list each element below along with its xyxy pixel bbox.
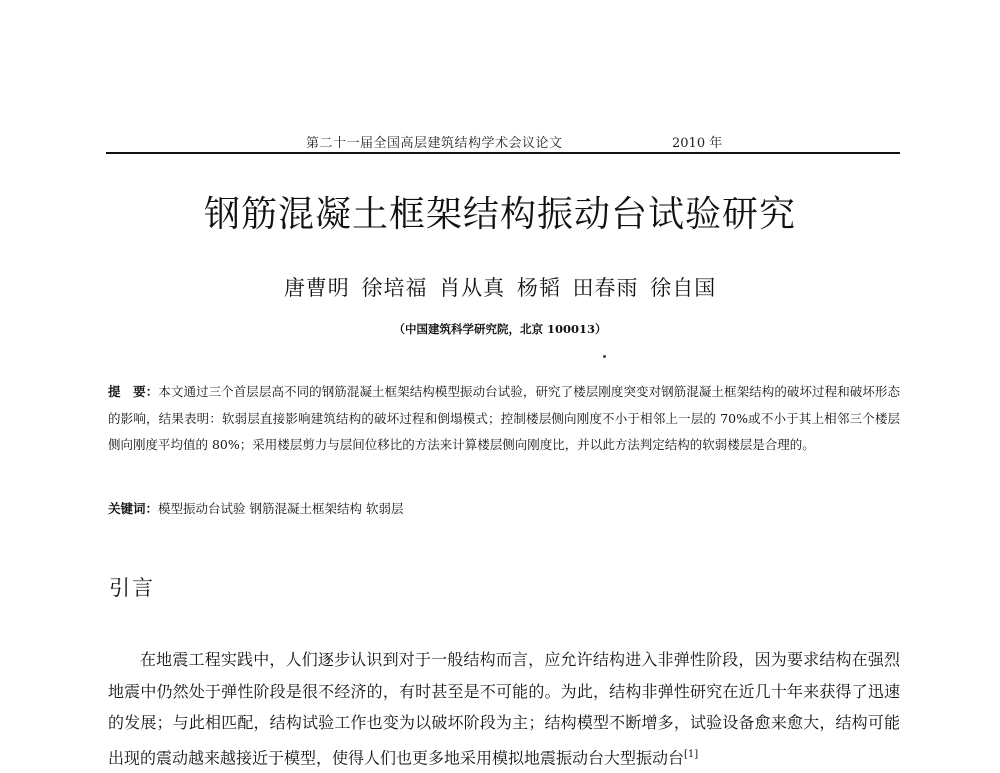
intro-paragraph-text: 在地震工程实践中，人们逐步认识到对于一般结构而言，应允许结构进入非弹性阶段，因为要求结构在强烈地震中仍然处于弹性阶段是很不经济的，有时甚至是不可能的。为此，结构非弹性研究在近几十年来获得了迅速的发展；与此相匹配，结构试验工作也变为以破坏阶段为主；结构模型不断增多，试验设备愈来愈大，结构可能出现的震动越来越接近于模型，使得人们也更多地采用模拟地震振动台大型振动台 bbox=[108, 650, 900, 767]
section-heading-intro: 引言 bbox=[109, 576, 155, 600]
intro-paragraph bbox=[108, 644, 900, 773]
keywords-label: 关键词： bbox=[108, 501, 159, 516]
citation: [1] bbox=[684, 748, 699, 760]
header-rule bbox=[106, 152, 900, 154]
affiliation: （中国建筑科学研究院，北京 100013） bbox=[393, 322, 607, 336]
author-list: 唐曹明 徐培福 肖从真 杨韬 田春雨 徐自国 bbox=[283, 276, 717, 300]
abstract-label: 提 要： bbox=[108, 384, 159, 399]
keywords bbox=[108, 499, 900, 519]
conference-year: 2010 年 bbox=[672, 136, 723, 151]
scan-dot bbox=[603, 355, 606, 358]
abstract-text: 本文通过三个首层层高不同的钢筋混凝土框架结构模型振动台试验，研究了楼层刚度突变对钢筋混凝土框架结构的破坏过程和破坏形态的影响，结果表明：软弱层直接影响建筑结构的破坏过程和倒塌模式；控制楼层侧向刚度不小于相邻上一层的 70%或不小于其上相邻三个楼层侧向刚度平均值的 80%；采用楼层剪力与层间位移比的方法来计算楼层侧向刚度比，并以此方法判定结构的软弱楼层是合理的。 bbox=[108, 384, 900, 452]
paper-title: 钢筋混凝土框架结构振动台试验研究 bbox=[203, 194, 796, 235]
keywords-text: 模型振动台试验 钢筋混凝土框架结构 软弱层 bbox=[158, 501, 404, 516]
abstract bbox=[108, 379, 900, 459]
running-header bbox=[106, 128, 900, 152]
conference-name: 第二十一届全国高层建筑结构学术会议论文 bbox=[306, 136, 563, 151]
